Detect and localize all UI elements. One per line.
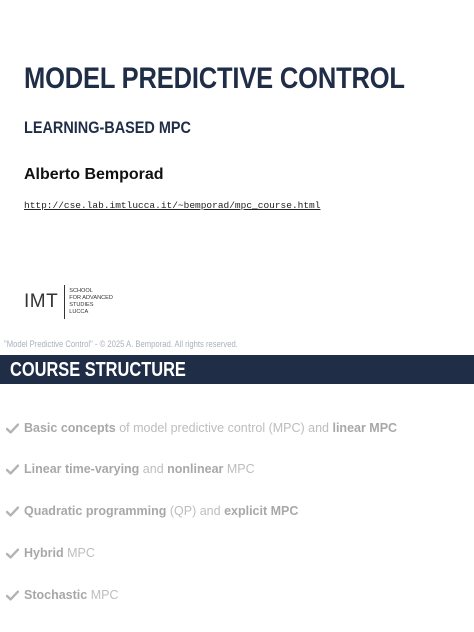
bullet-text: MPC (63, 546, 95, 560)
copyright-notice: "Model Predictive Control" - © 2025 A. Bemporad. All rights reserved. (4, 339, 238, 349)
slide-subtitle: LEARNING-BASED MPC (24, 118, 191, 137)
logo-line: LUCCA (69, 309, 89, 315)
bullet-emphasis: Quadratic programming (24, 504, 167, 518)
logo-mark: IMT (24, 285, 65, 319)
check-icon (6, 503, 20, 519)
list-item (6, 545, 95, 561)
imt-logo (24, 285, 113, 319)
list-item (6, 420, 397, 436)
bullet-emphasis: Hybrid (24, 546, 64, 560)
logo-text (65, 288, 113, 316)
bullet-emphasis: nonlinear (167, 462, 224, 476)
bullet-emphasis: Linear time-varying (24, 462, 140, 476)
section-header-bar (0, 355, 474, 384)
logo-line: STUDIES (69, 302, 94, 308)
bullet-text: of model predictive control (MPC) and (115, 421, 333, 435)
slide-title: MODEL PREDICTIVE CONTROL (24, 62, 405, 95)
bullet-emphasis: Stochastic (24, 588, 88, 602)
course-url-link[interactable]: http://cse.lab.imtlucca.it/~bemporad/mpc_course.html (24, 200, 321, 211)
check-icon (6, 420, 20, 436)
bullet-emphasis: linear MPC (332, 421, 398, 435)
check-icon (6, 587, 20, 603)
bullet-text: (QP) and (166, 504, 225, 518)
list-item (6, 461, 255, 477)
logo-line: SCHOOL (69, 288, 93, 294)
bullet-emphasis: explicit MPC (224, 504, 299, 518)
section-title: COURSE STRUCTURE (10, 359, 186, 381)
list-item (6, 587, 118, 603)
bullet-text: and (139, 462, 168, 476)
check-icon (6, 461, 20, 477)
bullet-text: MPC (87, 588, 119, 602)
bullet-text: MPC (223, 462, 255, 476)
check-icon (6, 545, 20, 561)
logo-line: FOR ADVANCED (69, 295, 113, 301)
list-item (6, 503, 298, 519)
author-name: Alberto Bemporad (24, 166, 164, 183)
bullet-emphasis: Basic concepts (24, 421, 116, 435)
